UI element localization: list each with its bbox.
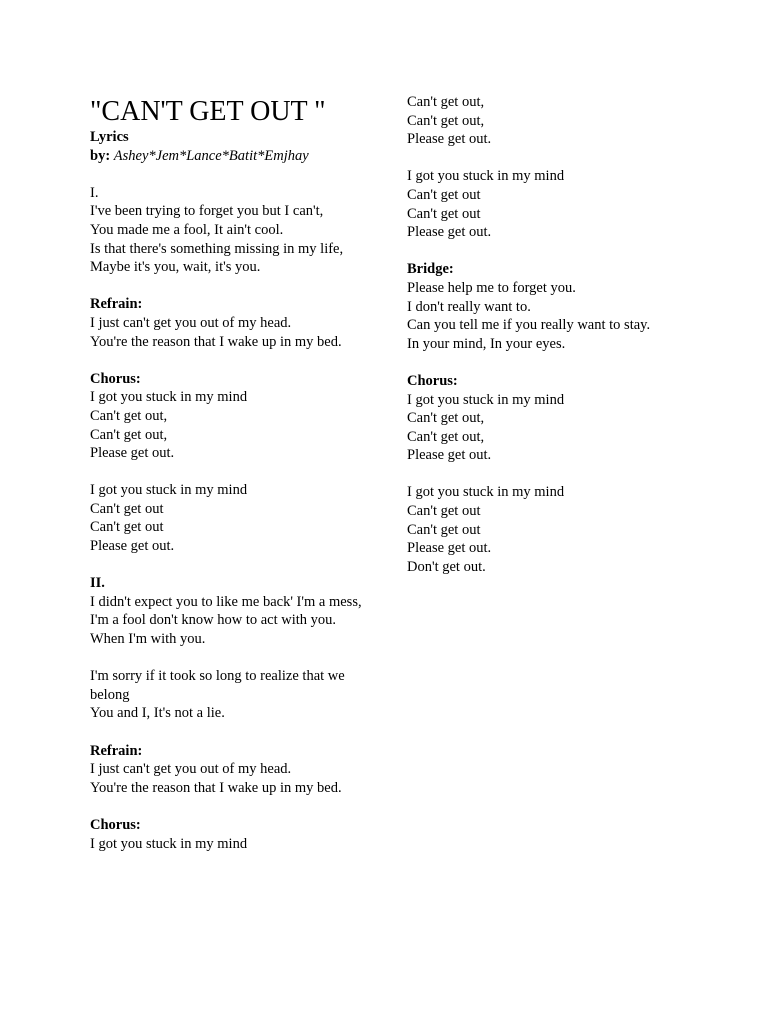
verse-label: I. [90,184,99,201]
spacer [90,723,362,742]
lyric-line: I got you stuck in my mind [407,391,565,408]
lyric-line: You made me a fool, It ain't cool. [90,221,284,238]
lyric-line: I got you stuck in my mind [407,168,565,185]
lyric-line: I didn't expect you to like me back' I'm a mess, [90,593,362,610]
lyric-line: I don't really want to. [407,298,531,315]
verse-2 [90,574,362,723]
chorus-label: Chorus: [90,816,141,833]
verse-1 [90,184,362,277]
lyric-line: I got you stuck in my mind [90,835,248,852]
lyric-line: Can't get out [90,519,164,536]
lyric-line: You're the reason that I wake up in my bed. [90,779,342,796]
lyric-lines [90,481,362,555]
lyric-line: I got you stuck in my mind [407,484,565,501]
lyric-line: Please get out. [407,224,492,241]
spacer [407,465,737,484]
spacer [90,556,362,575]
lyric-line: Can't get out [407,521,481,538]
lyric-line: Is that there's something missing in my life, [90,240,344,257]
left-column [90,96,362,853]
spacer [90,351,362,370]
lyric-lines [90,667,362,723]
spacer [407,242,737,261]
lyric-lines [90,388,362,462]
chorus-2 [90,816,362,853]
lyric-line: Can you tell me if you really want to stay. [407,317,651,334]
lyric-line: In your mind, In your eyes. [407,335,566,352]
lyric-lines [407,391,737,465]
lyric-line: Can't get out [90,500,164,517]
bridge [407,260,737,353]
lyric-line: I just can't get you out of my head. [90,314,292,331]
lyric-lines [407,279,737,353]
spacer [90,649,362,668]
chorus-label: Chorus: [90,370,141,387]
refrain-2 [90,742,362,798]
lyric-lines [407,93,737,149]
lyric-line: Don't get out. [407,558,486,575]
lyric-line: I'm a fool don't know how to act with you. [90,612,337,629]
lyric-line: You and I, It's not a lie. [90,705,225,722]
authors: Ashey*Jem*Lance*Batit*Emjhay [113,147,309,164]
spacer [90,797,362,816]
lyric-line: You're the reason that I wake up in my bed. [90,333,342,350]
chorus-3 [407,372,737,577]
lyric-line: Can't get out, [407,112,485,129]
lyric-line: Please get out. [90,538,175,555]
spacer [90,165,362,184]
lyric-line: I got you stuck in my mind [90,389,248,406]
lyric-lines [407,483,737,576]
lyric-line: Please get out. [90,445,175,462]
lyric-line: I'm sorry if it took so long to realize that we belong [90,668,345,703]
spacer [90,463,362,482]
by-label: by: [90,147,111,164]
refrain-1 [90,295,362,351]
lyric-lines [90,593,362,649]
song-title: "CAN'T GET OUT " [90,96,326,127]
lyric-line: Can't get out, [407,410,485,427]
lyric-line: Can't get out, [90,426,168,443]
spacer [407,353,737,372]
spacer [90,277,362,296]
lyric-lines [90,314,362,351]
refrain-label: Refrain: [90,296,143,313]
lyric-line: Can't get out [407,503,481,520]
chorus-2-continued [407,93,737,242]
chorus-label: Chorus: [407,372,458,389]
lyric-line: Please get out. [407,447,492,464]
lyric-lines [90,835,362,854]
bridge-label: Bridge: [407,261,454,278]
lyric-line: I got you stuck in my mind [90,482,248,499]
lyric-line: Can't get out, [407,428,485,445]
author-line [90,147,362,166]
lyric-line: Can't get out, [90,407,168,424]
lyric-line: I've been trying to forget you but I can't, [90,203,324,220]
chorus-1 [90,370,362,556]
lyric-line: I just can't get you out of my head. [90,761,292,778]
lyric-line: Please get out. [407,131,492,148]
lyric-line: Can't get out, [407,94,485,110]
lyric-lines [90,202,362,276]
right-column [407,93,737,576]
lyric-line: Please help me to forget you. [407,279,576,296]
lyrics-label: Lyrics [90,129,129,145]
lyric-lines [90,760,362,797]
lyric-line: Can't get out [407,186,481,203]
lyric-line: When I'm with you. [90,631,206,648]
lyric-line: Maybe it's you, wait, it's you. [90,259,261,276]
lyric-lines [407,167,737,241]
lyric-line: Please get out. [407,540,492,557]
refrain-label: Refrain: [90,742,143,759]
verse-label: II. [90,575,105,592]
lyric-line: Can't get out [407,205,481,222]
spacer [407,149,737,168]
